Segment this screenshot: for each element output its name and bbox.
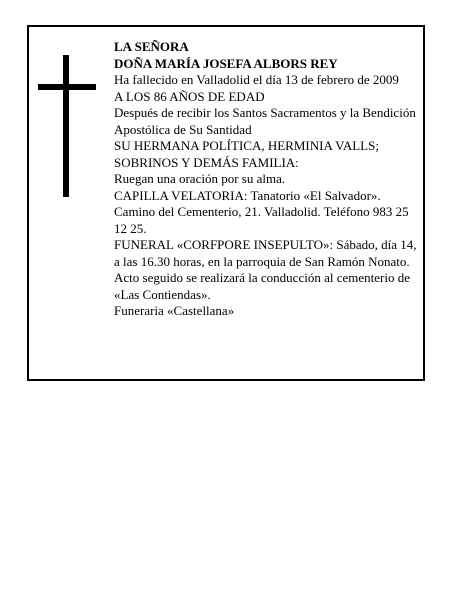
sacraments-line: Después de recibir los Santos Sacramentos y la Bendición Apostólica de Su Santidad [114, 105, 416, 137]
chapel-line: CAPILLA VELATORIA: Tanatorio «El Salvador». Camino del Cementerio, 21. Valladolid. Teléfono 983 25 12 25. [114, 187, 409, 236]
notice-title: LA SEÑORA [114, 39, 189, 54]
funeral-line: FUNERAL «CORFPORE INSEPULTO»: Sábado, día 14, a las 16.30 horas, en la parroquia de San Ramón Nonato. Acto seguido se realizará la conducción al cementerio de «Las Contiendas». [114, 237, 417, 302]
age-line: A LOS 86 AÑOS DE EDAD [114, 88, 265, 104]
family-line: SU HERMANA POLÍTICA, HERMINIA VALLS; SOBRINOS Y DEMÁS FAMILIA: [114, 138, 379, 170]
death-date-line: Ha fallecido en Valladolid el día 13 de febrero de 2009 [114, 72, 399, 87]
deceased-name: DOÑA MARÍA JOSEFA ALBORS REY [114, 55, 338, 71]
prayer-line: Ruegan una oración por su alma. [114, 171, 286, 186]
funeral-home-line: Funeraria «Castellana» [114, 303, 235, 318]
obituary-text [114, 39, 419, 320]
cross-vertical-bar [63, 55, 69, 197]
cross-horizontal-bar [38, 84, 96, 90]
